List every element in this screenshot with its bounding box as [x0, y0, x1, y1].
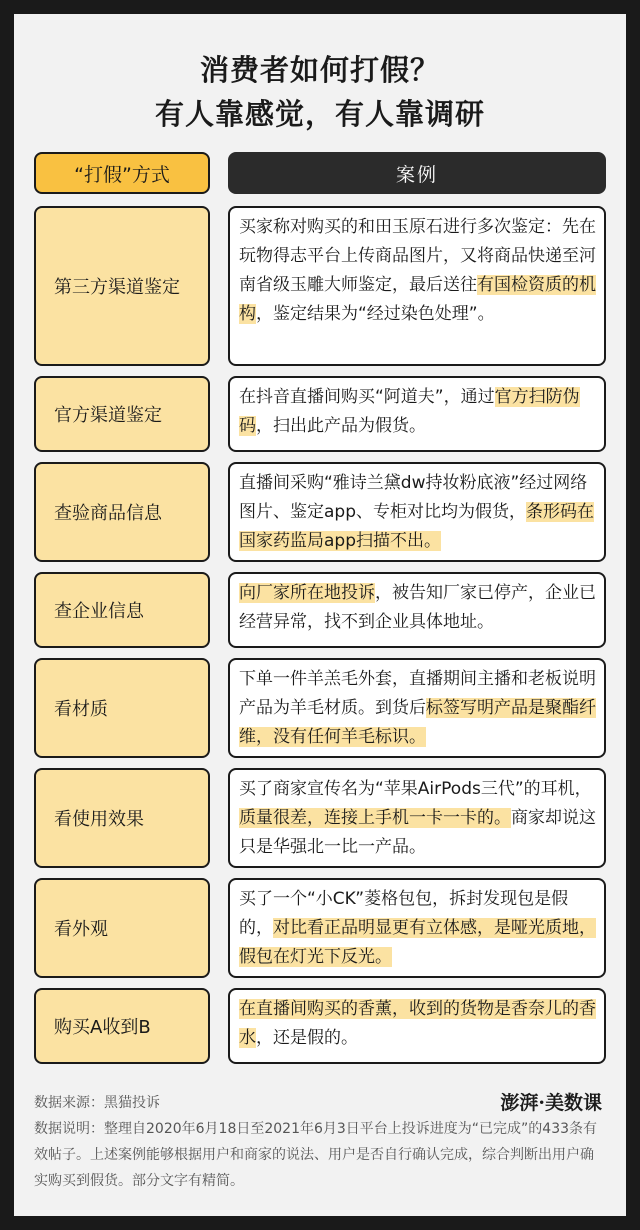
method-cell: 看使用效果 [34, 768, 210, 868]
example-column-header: 案例 [228, 152, 606, 194]
example-text: ，扫出此产品为假货。 [256, 416, 426, 436]
title-line-1: 消费者如何打假？ [199, 53, 440, 87]
example-cell [228, 658, 606, 758]
method-cell: 第三方渠道鉴定 [34, 206, 210, 366]
highlighted-text: 对比看正品明显更有立体感，是哑光质地，假包在灯光下反光。 [239, 918, 596, 967]
example-text: 买了商家宣传名为“苹果AirPods三代”的耳机， [239, 779, 592, 799]
method-cell: 购买A收到B [34, 988, 210, 1064]
example-cell [228, 768, 606, 868]
example-text: 买了一个“小CK”菱格包包，拆封发现包是假的， [239, 889, 569, 938]
infographic-card [14, 14, 626, 1216]
example-cell [228, 988, 606, 1064]
example-cell [228, 878, 606, 978]
data-source: 数据来源：黑猫投诉 [34, 1095, 160, 1111]
highlighted-text: 有国检资质的机构 [239, 275, 596, 324]
highlighted-text: 向厂家所在地投诉 [239, 583, 375, 603]
example-text: 直播间采购“雅诗兰黛dw持妆粉底液”经过网络图片、鉴定app、专柜对比均为假货， [239, 473, 588, 522]
example-cell [228, 572, 606, 648]
example-text: ，鉴定结果为“经过染色处理”。 [256, 304, 495, 324]
example-cell [228, 462, 606, 562]
highlighted-text: 质量很差，连接上手机一卡一卡的。 [239, 808, 511, 828]
highlighted-text: 在直播间购买的香薰，收到的货物是香奈儿的香水 [239, 999, 596, 1048]
method-cell: 查验商品信息 [34, 462, 210, 562]
title-line-2: 有人靠感觉，有人靠调研 [154, 97, 485, 131]
data-note: 数据说明：整理自2020年6月18日至2021年6月3日平台上投诉进度为“已完成”的433条有效帖子。上述案例能够根据用户和商家的说法、用户是否自行确认完成，综合判断出用户确实购买到假货。部分文字有精简。 [34, 1121, 598, 1189]
brand-logo: 澎湃·美数课 [500, 1092, 602, 1114]
highlighted-text: 条形码在国家药监局app扫描不出。 [239, 502, 594, 551]
example-cell [228, 206, 606, 366]
example-cell [228, 376, 606, 452]
highlighted-text: 官方扫防伪码 [239, 387, 580, 436]
highlighted-text: 标签写明产品是聚酯纤维，没有任何羊毛标识。 [239, 698, 596, 747]
method-column-header: “打假”方式 [34, 152, 210, 194]
example-text: 买家称对购买的和田玉原石进行多次鉴定：先在玩物得志平台上传商品图片，又将商品快递至河南省级玉雕大师鉴定，最后送往 [239, 217, 596, 295]
example-text: 下单一件羊羔毛外套，直播期间主播和老板说明产品为羊毛材质。到货后 [239, 669, 596, 718]
example-text: ，还是假的。 [256, 1028, 358, 1048]
method-cell: 看材质 [34, 658, 210, 758]
method-cell: 官方渠道鉴定 [34, 376, 210, 452]
example-text: 在抖音直播间购买“阿道夫”，通过 [239, 387, 495, 407]
example-text: ，被告知厂家已停产，企业已经营异常，找不到企业具体地址。 [239, 583, 596, 632]
method-cell: 看外观 [34, 878, 210, 978]
example-text: 商家却说这只是华强北一比一产品。 [239, 808, 596, 857]
method-cell: 查企业信息 [34, 572, 210, 648]
